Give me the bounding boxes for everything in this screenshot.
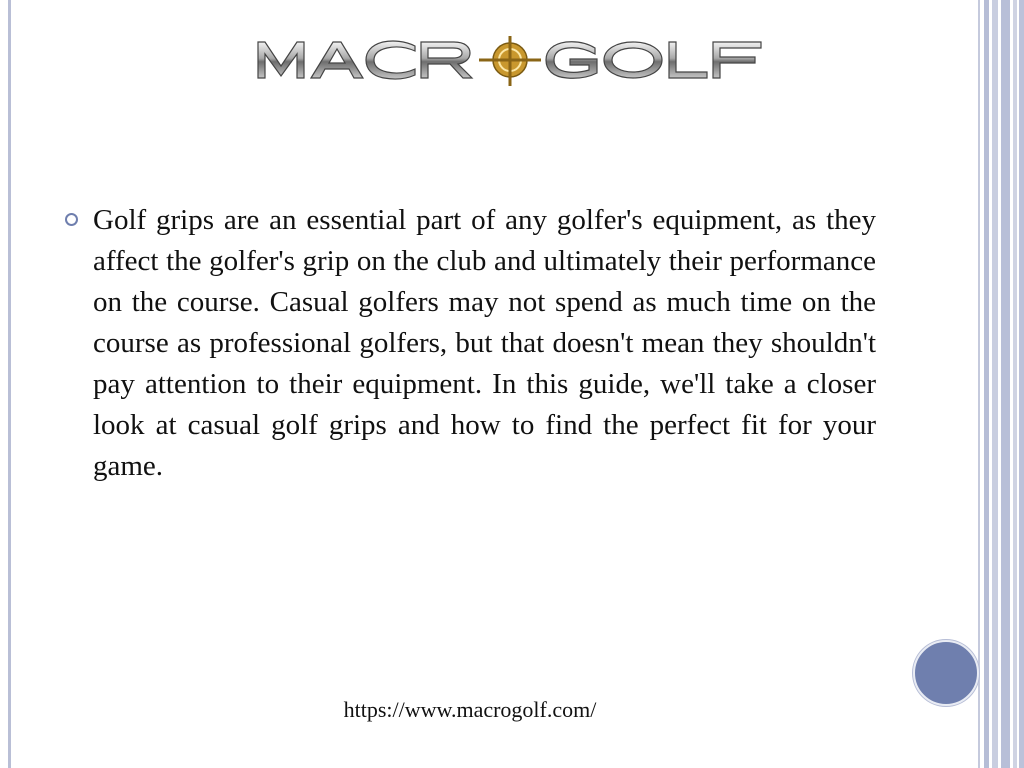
right-stripe (1013, 0, 1017, 768)
right-stripe (984, 0, 989, 768)
right-stripe (1019, 0, 1024, 768)
macrogolf-logo (255, 30, 765, 90)
right-stripe (978, 0, 980, 768)
main-content (64, 200, 876, 487)
ring-bullet-icon (65, 213, 78, 226)
body-paragraph: Golf grips are an essential part of any golfer's equipment, as they affect the golfer's grip on the club and ultimately their performance on the course. Casual golfers may not spend as much time on the course as professional golfers, but that doesn't mean they shouldn't pay attention to their equipment. In this guide, we'll take a closer look at casual golf grips and how to find the perfect fit for your game. (93, 204, 876, 482)
left-frame-line (8, 0, 11, 768)
footer-url: https://www.macrogolf.com/ (343, 697, 597, 722)
crosshair-ball-icon (479, 36, 541, 86)
right-stripe (992, 0, 998, 768)
bullet-item (64, 200, 876, 487)
right-stripe (1001, 0, 1010, 768)
